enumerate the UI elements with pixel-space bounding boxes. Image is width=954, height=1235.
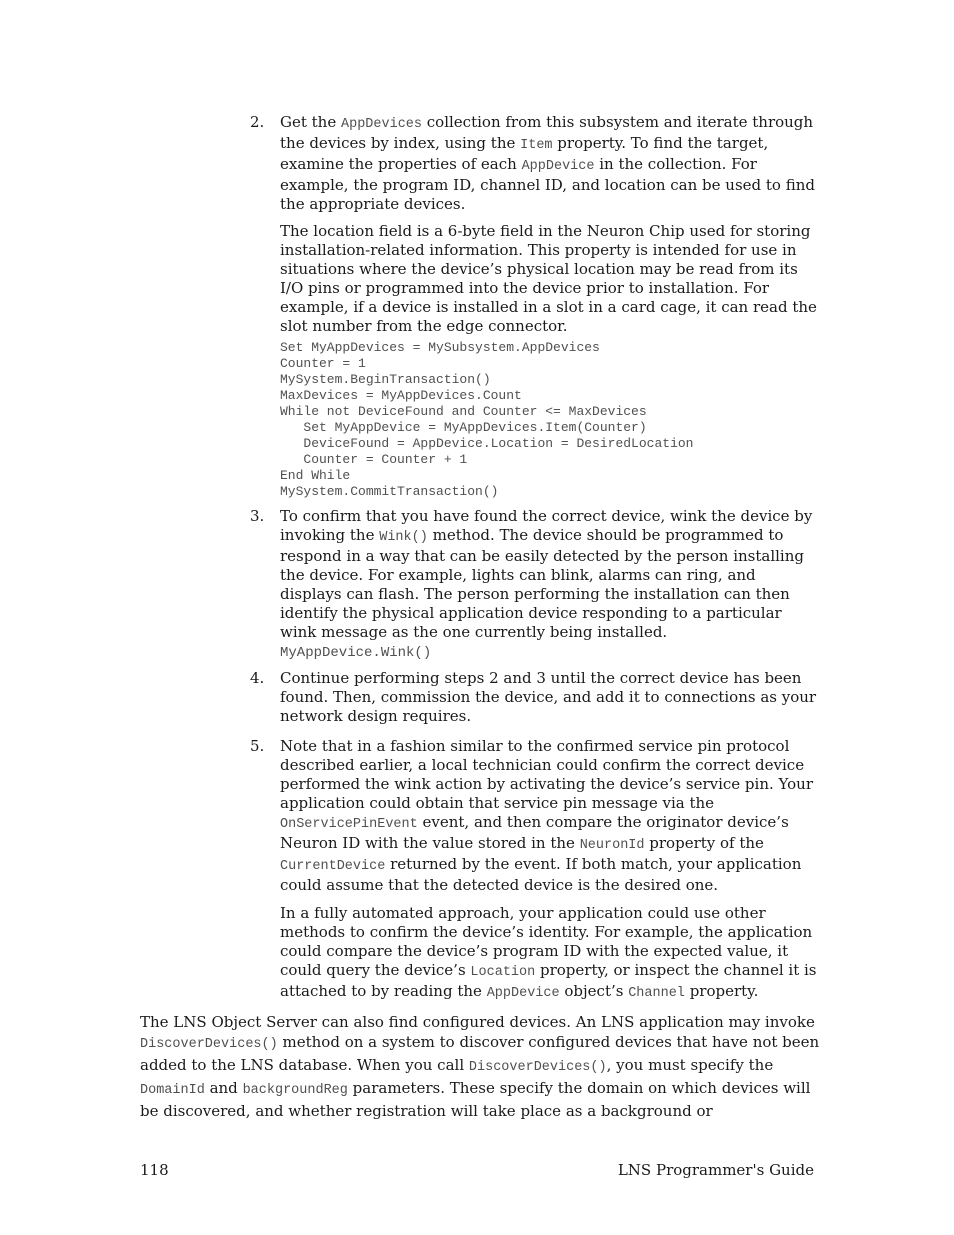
automated-approach-paragraph: In a fully automated approach, your application could use other methods to confirm the device’s identity. For example, the application could compare the device’s program ID with the expected value, it could query the device’s Location property, or inspect the channel it is attached to by reading the AppDevice object’s Channel property. bbox=[280, 904, 817, 1001]
book-title: LNS Programmer's Guide bbox=[617, 1161, 814, 1179]
location-field-paragraph: The location field is a 6-byte field in the Neuron Chip used for storing installation-related information. This property is intended for use in situations where the device’s physical location may be read from its I/O pins or programmed into the device prior to installation. For example, if a device is installed in a slot in a card cage, it can read the slot number from the edge connector. bbox=[280, 222, 817, 335]
code-discoverdevices: DiscoverDevices() bbox=[140, 1037, 278, 1052]
step-3-text: To confirm that you have found the correct device, wink the device by invoking the Wink() method. The device should be programmed to respond in a way that can be easily detected by the person installing the device. For example, lights can blink, alarms can ring, and displays can flash. The person performing the installation can then identify the physical application device responding to a particular wink message as the one currently being installed. bbox=[280, 507, 813, 641]
code-appdevice: AppDevice bbox=[521, 159, 595, 174]
step-number: 5. bbox=[250, 737, 265, 755]
code-channel: Channel bbox=[628, 986, 685, 1001]
list-item-step-5 bbox=[250, 737, 820, 895]
code-item: Item bbox=[520, 138, 553, 153]
code-appdevice-2: AppDevice bbox=[486, 986, 560, 1001]
code-wink: Wink() bbox=[379, 530, 428, 545]
code-onservicepinevent: OnServicePinEvent bbox=[280, 817, 418, 832]
code-location: Location bbox=[470, 965, 536, 980]
step-number: 3. bbox=[250, 507, 265, 525]
step-number: 4. bbox=[250, 669, 265, 687]
code-discoverdevices-2: DiscoverDevices() bbox=[468, 1060, 607, 1075]
code-backgroundreg: backgroundReg bbox=[242, 1083, 348, 1098]
step-number: 2. bbox=[250, 113, 265, 131]
code-block-find-device: Set MyAppDevices = MySubsystem.AppDevices Counter = 1 MySystem.BeginTransaction() MaxDevices = MyAppDevices.Count While not DeviceFound and Counter <= MaxDevices Set MyAppDevice = MyAppDevices.Item(Counter) DeviceFound = AppDevice.Location = DesiredLocation Counter = Counter + 1 End While MySystem.CommitTransaction() bbox=[280, 340, 694, 499]
discover-devices-paragraph: The LNS Object Server can also find configured devices. An LNS application may invoke DiscoverDevices() method on a system to discover configured devices that have not been added to the LNS database. When you call DiscoverDevices(), you must specify the DomainId and backgroundReg parameters. These specify the domain on which devices will be discovered, and whether registration will take place as a background or bbox=[140, 1013, 820, 1120]
code-neuronid: NeuronId bbox=[579, 838, 645, 853]
code-domainid: DomainId bbox=[140, 1083, 205, 1098]
list-item-step-3 bbox=[250, 507, 820, 642]
step-4-text: Continue performing steps 2 and 3 until the correct device has been found. Then, commission the device, and add it to connections as your network design requires. bbox=[280, 669, 817, 725]
step-2-text: Get the AppDevices collection from this subsystem and iterate through the devices by index, using the Item property. To find the target, examine the properties of each AppDevice in the collection. For example, the program ID, channel ID, and location can be used to find the appropriate devices. bbox=[280, 113, 815, 213]
step-5-text: Note that in a fashion similar to the confirmed service pin protocol described earlier, a local technician could confirm the correct device performed the wink action by activating the device’s service pin. Your application could obtain that service pin message via the OnServicePinEvent event, and then compare the originator device’s Neuron ID with the value stored in the NeuronId property of the CurrentDevice returned by the event. If both match, your application could assume that the detected device is the desired one. bbox=[280, 737, 813, 894]
list-item-step-4 bbox=[250, 669, 820, 726]
page-number: 118 bbox=[140, 1161, 169, 1179]
code-currentdevice: CurrentDevice bbox=[280, 859, 386, 874]
code-appdevices: AppDevices bbox=[341, 117, 423, 132]
code-block-wink: MyAppDevice.Wink() bbox=[280, 645, 432, 661]
list-item-step-2 bbox=[250, 113, 820, 214]
